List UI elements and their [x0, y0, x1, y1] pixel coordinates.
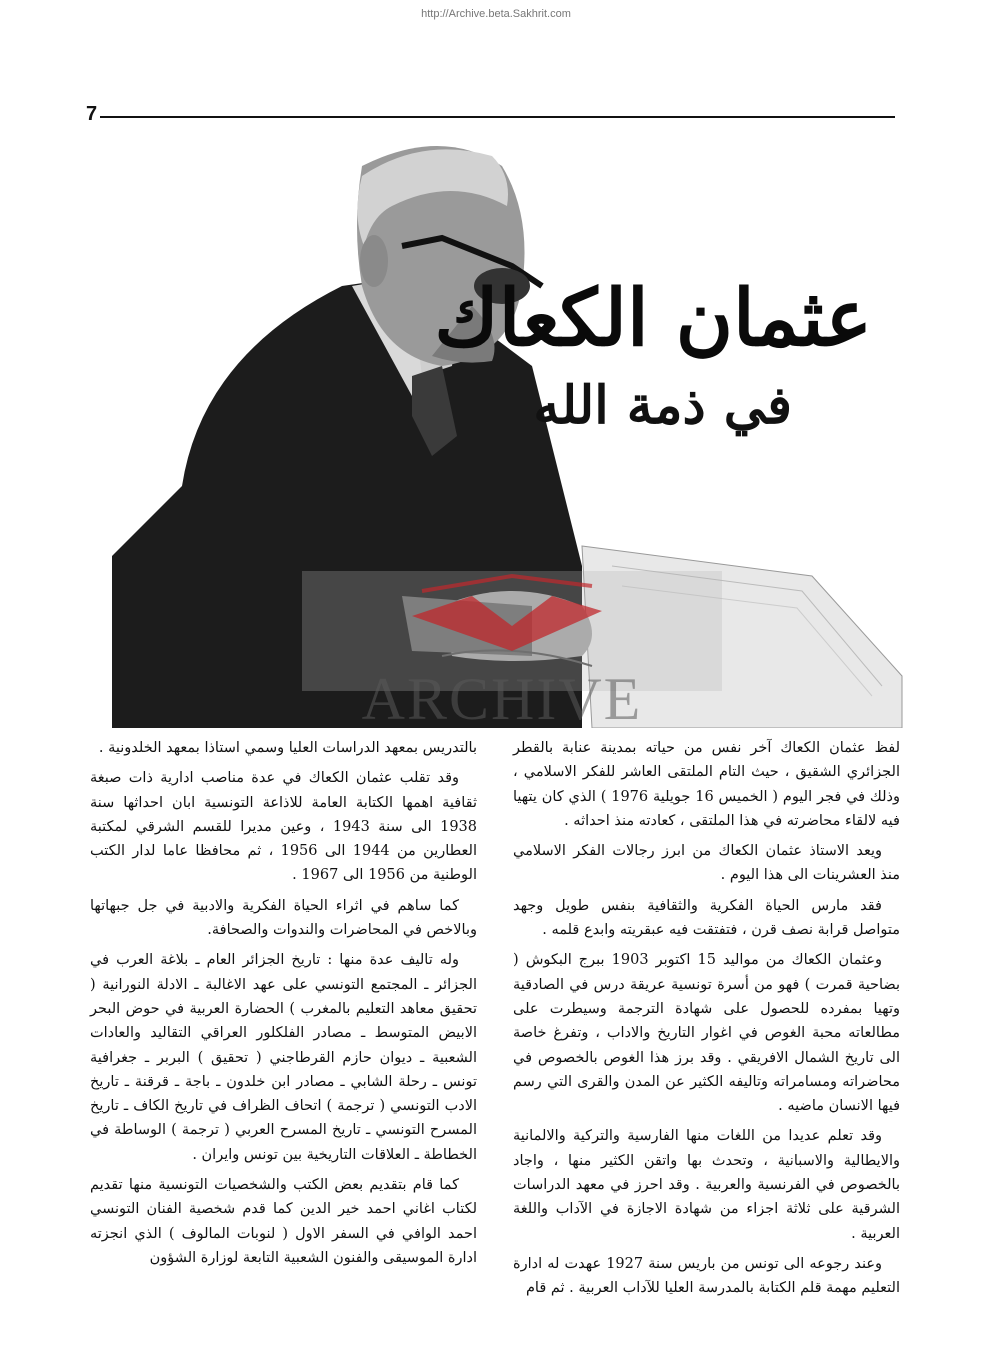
paragraph: وقد تقلب عثمان الكعاك في عدة مناصب ادارية ذات صبغة ثقافية اهمها الكتابة العامة للاذاعة التونسية ابان احداثها سنة 1938 الى سنة 1943 ، وعين مديرا للقسم الشرقي لمكتبة العطارين من 1944 الى 1956 ، ثم محافظا عاما لدار الكتب الوطنية من 1956 الى 1967 . [90, 770, 477, 884]
paragraph: كما ساهم في اثراء الحياة الفكرية والادبية في جل جبهاتها وبالاخص في المحاضرات والندوات والصحافة. [90, 897, 477, 939]
paragraph: لفظ عثمان الكعاك آخر نفس من حياته بمدينة عنابة بالقطر الجزائري الشقيق ، حيث التام الملتقى العاشر للفكر الاسلامي ، وذلك في فجر اليوم ( الخميس 16 جويلية 1976 ) الذي كان يتهيا فيه لالقاء محاضرته في هذا الملتقى ، كعادته منذ احداثه . [513, 740, 901, 829]
article-body [90, 736, 900, 1336]
paragraph: وقد تعلم عديدا من اللغات منها الفارسية والتركية والالمانية والايطالية والاسبانية ، وتحدث بها واتقن الكثير منها ، واجاد بالخصوص في الفرنسية والعربية . وقد احرز في معهد الدراسات الشرقية على ثلاثة اجزاء من شهادة الاجازة في الآداب واللغة العربية . [513, 1128, 900, 1242]
page-number: 7 [86, 103, 98, 125]
column-left [90, 736, 477, 1336]
paragraph: ويعد الاستاذ عثمان الكعاك من ابرز رجالات الفكر الاسلامي منذ العشرينات الى هذا اليوم . [513, 843, 900, 884]
column-right [513, 736, 900, 1336]
paragraph: وعثمان الكعاك من مواليد 15 اكتوبر 1903 ببرج البكوش ( بضاحية قمرت ) فهو من أسرة تونسية عريقة درس في الصادقية وتهيا بمفرده للحصول على شهادة الترجمة وسيطرت على مطالعاته محبة الغوص في اغوار التاريخ والاداب ، وتفرغ خاصة الى تاريخ الشمال الافريقي . وقد برز هذا الغوص بالخصوص في محاضراته ومسامراته وتاليفه الكثير عن المدن والقرى التي رسم فيها الانسان ماضيه . [513, 952, 900, 1115]
paragraph: وله تاليف عدة منها : تاريخ الجزائر العام ـ بلاغة العرب في الجزائر ـ المجتمع التونسي على عهد الاغالبة ـ الادلة النورانية ( تحقيق معاهد التعليم بالمغرب ) الحضارة العربية في حوض البحر الابيض المتوسط ـ مصادر الفلكلور العراقي التقاليد والعادات الشعبية ـ ديوان حازم القرطاجني ( تحقيق ) البربر ـ جغرافية تونس ـ رحلة الشابي ـ مصادر ابن خلدون ـ باجة ـ قرقنة ـ تاريخ الادب التونسي ( ترجمة ) اتحاف الظراف في تاريخ الكاف ـ تاريخ المسرح التونسي ـ تاريخ المسرح العربي ( ترجمة ) الوساطة في الخطاطة ـ العلاقات التاريخية بين تونس وايران . [90, 952, 477, 1163]
portrait-photo [112, 136, 912, 728]
watermark-url: http://Archive.beta.Sakhrit.com [421, 8, 571, 20]
article-title: عثمان الكعاك [434, 273, 872, 364]
paragraph: فقد مارس الحياة الفكرية والثقافية بنفس طويل وجهد متواصل قرابة نصف قرن ، فتفتقت فيه عبقريته وابدع قلمه . [513, 897, 900, 939]
header-rule [100, 116, 895, 118]
article-subtitle: في ذمة الله [533, 375, 792, 436]
paragraph: وعند رجوعه الى تونس من باريس سنة 1927 عهدت له ادارة التعليم مهمة قلم الكتابة بالمدرسة العليا للآداب العربية . ثم قام [513, 1255, 900, 1297]
paragraph: كما قام بتقديم بعض الكتب والشخصيات التونسية منها تقديم لكتاب اغاني احمد خير الدين كما قدم شخصية الفنان التونسي احمد الوافي في السفر الاول ( لنوبات المالوف ) الذي انجزته ادارة الموسيقى والفنون الشعبية التابعة لوزارة الشؤون [90, 1177, 477, 1266]
watermark-logo: ARCHIVE [361, 666, 643, 732]
paragraph: بالتدريس بمعهد الدراسات العليا وسمي استاذا بمعهد الخلدونية . [98, 740, 477, 756]
